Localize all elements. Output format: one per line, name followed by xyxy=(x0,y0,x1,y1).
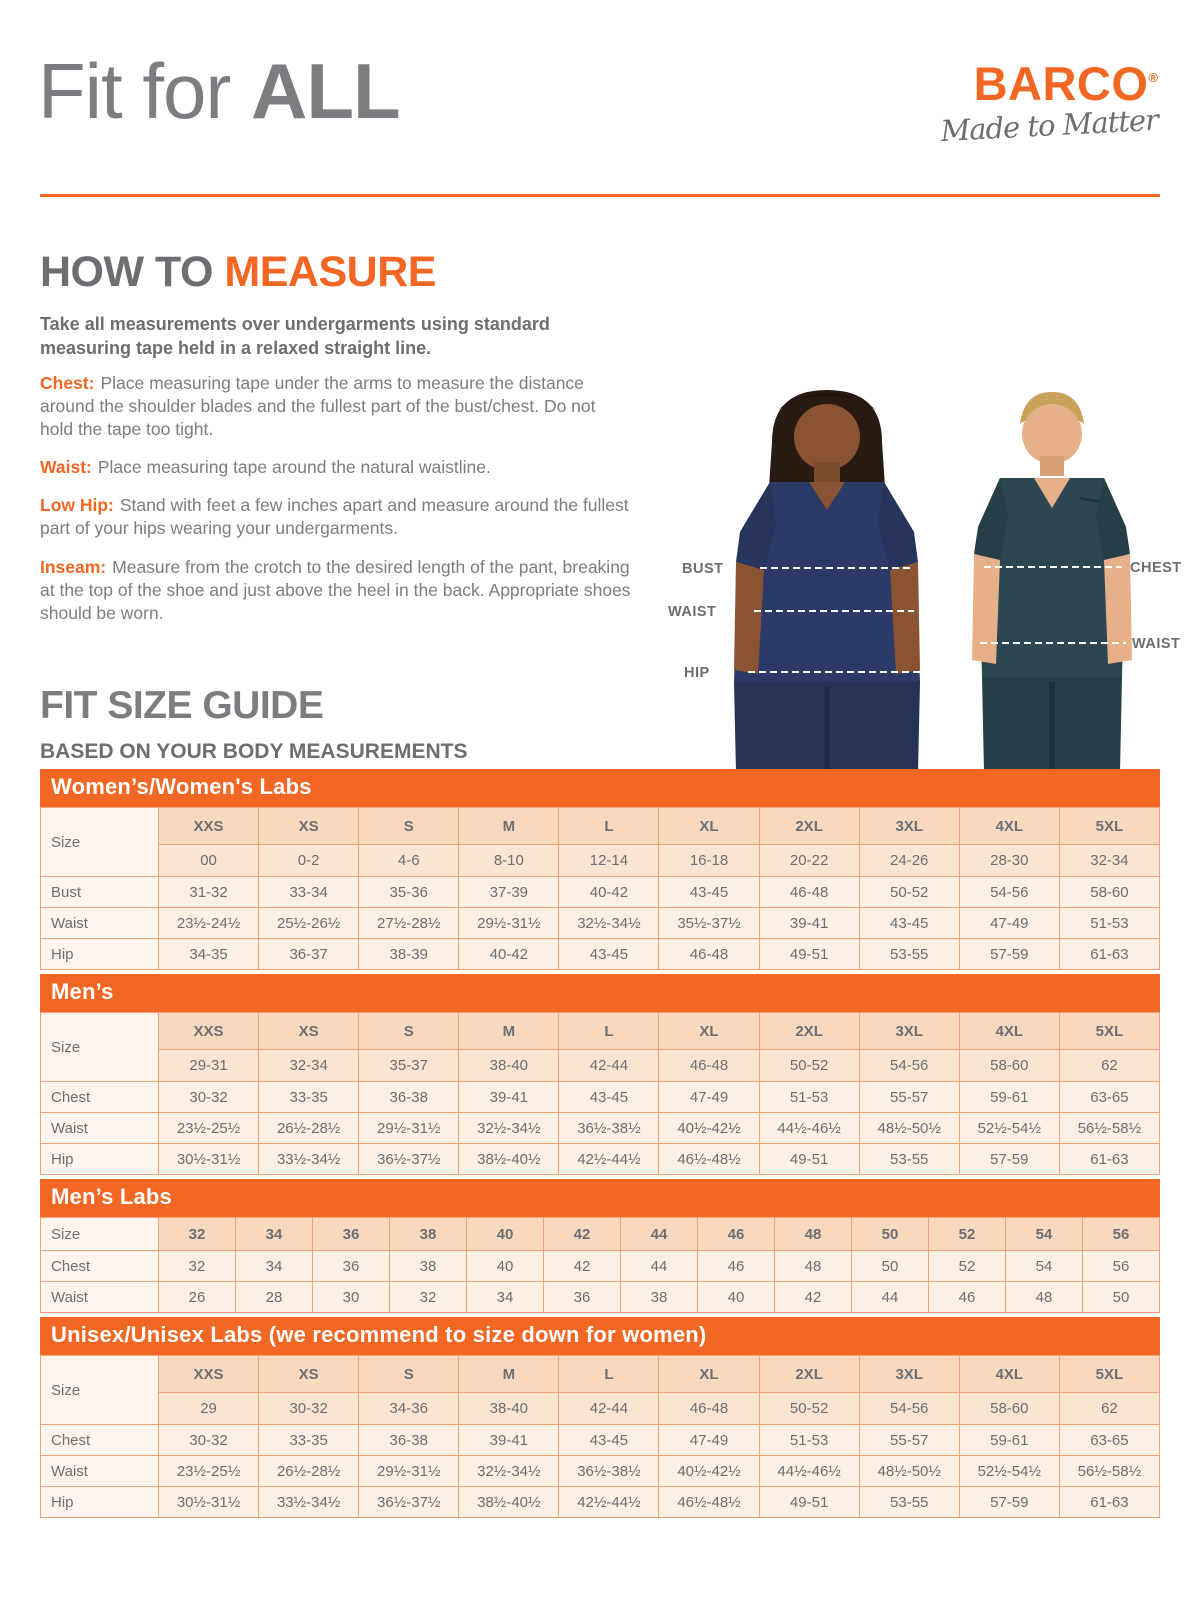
measurement-cell: 25½-26½ xyxy=(259,908,359,939)
measurement-cell: 58-60 xyxy=(1059,877,1159,908)
row-label: Chest xyxy=(41,1425,159,1456)
size-number-header-cell: 62 xyxy=(1059,1393,1159,1425)
bust-label: BUST xyxy=(682,561,724,577)
measure-item xyxy=(40,556,632,625)
measurement-cell: 47-49 xyxy=(659,1425,759,1456)
measurement-cell: 54-56 xyxy=(959,877,1059,908)
measurement-cell: 27½-28½ xyxy=(359,908,459,939)
models-illustration xyxy=(652,382,1182,772)
table-row xyxy=(41,1082,1160,1113)
registered-mark: ® xyxy=(1148,70,1158,85)
page-title xyxy=(38,46,400,137)
row-label: Hip xyxy=(41,1487,159,1518)
measure-item-text: Stand with feet a few inches apart and measure around the fullest part of your hips wearing your undergarments. xyxy=(40,495,629,539)
measurement-cell: 36 xyxy=(544,1282,621,1313)
measurement-cell: 46 xyxy=(698,1251,775,1282)
table-row xyxy=(41,1251,1160,1282)
size-number-header-cell: 36 xyxy=(313,1218,390,1251)
size-number-header-cell: 56 xyxy=(1083,1218,1160,1251)
size-table xyxy=(40,1012,1160,1175)
chest-label: CHEST xyxy=(1130,560,1182,576)
measurement-cell: 23½-25½ xyxy=(159,1113,259,1144)
measurement-cell: 52 xyxy=(929,1251,1006,1282)
measurement-cell: 44 xyxy=(621,1251,698,1282)
measurement-cell: 26½-28½ xyxy=(259,1113,359,1144)
size-number-header-cell: 30-32 xyxy=(259,1393,359,1425)
measurement-cell: 54 xyxy=(1006,1251,1083,1282)
measurement-cell: 47-49 xyxy=(959,908,1059,939)
heading-orange-part: MEASURE xyxy=(224,248,436,296)
table-row xyxy=(41,1425,1160,1456)
fit-size-guide-subheading: BASED ON YOUR BODY MEASUREMENTS xyxy=(40,740,468,763)
measurement-cell: 49-51 xyxy=(759,1487,859,1518)
table-title-banner: Men’s xyxy=(40,974,1160,1012)
size-table xyxy=(40,1217,1160,1313)
measurement-cell: 42½-44½ xyxy=(559,1144,659,1175)
measurement-cell: 32 xyxy=(159,1251,236,1282)
size-name-header-cell: M xyxy=(459,1356,559,1393)
measure-item-label: Chest: xyxy=(40,373,95,393)
size-name-header-cell: 2XL xyxy=(759,1356,859,1393)
size-name-header-cell: S xyxy=(359,808,459,845)
row-label: Hip xyxy=(41,1144,159,1175)
measurement-cell: 49-51 xyxy=(759,1144,859,1175)
size-number-header-cell: 32-34 xyxy=(1059,845,1159,877)
measurement-cell: 48 xyxy=(775,1251,852,1282)
measurement-cell: 56½-58½ xyxy=(1059,1113,1159,1144)
measurement-cell: 47-49 xyxy=(659,1082,759,1113)
measurement-cell: 36½-37½ xyxy=(359,1487,459,1518)
table-row xyxy=(41,1456,1160,1487)
size-name-header-cell: XL xyxy=(659,808,759,845)
measurement-cell: 43-45 xyxy=(659,877,759,908)
size-name-header-cell: 4XL xyxy=(959,1013,1059,1050)
measurement-cell: 23½-24½ xyxy=(159,908,259,939)
row-label: Waist xyxy=(41,908,159,939)
measurement-cell: 34 xyxy=(236,1251,313,1282)
measurement-cell: 57-59 xyxy=(959,1487,1059,1518)
measurement-cell: 30 xyxy=(313,1282,390,1313)
size-name-header-cell: S xyxy=(359,1013,459,1050)
size-name-header-cell: 3XL xyxy=(859,808,959,845)
row-label: Bust xyxy=(41,877,159,908)
size-number-header-cell: 8-10 xyxy=(459,845,559,877)
size-number-header-cell: 46-48 xyxy=(659,1393,759,1425)
table-row xyxy=(41,877,1160,908)
measurement-cell: 30½-31½ xyxy=(159,1487,259,1518)
measurement-cell: 40 xyxy=(698,1282,775,1313)
measure-item-text: Place measuring tape around the natural waistline. xyxy=(97,457,491,478)
measurement-cell: 23½-25½ xyxy=(159,1456,259,1487)
measurement-cell: 26½-28½ xyxy=(259,1456,359,1487)
table-row xyxy=(41,1113,1160,1144)
measurement-cell: 44 xyxy=(852,1282,929,1313)
measurement-cell: 42½-44½ xyxy=(559,1487,659,1518)
measurement-cell: 55-57 xyxy=(859,1425,959,1456)
measurement-cell: 59-61 xyxy=(959,1082,1059,1113)
measurement-cell: 36½-37½ xyxy=(359,1144,459,1175)
measurement-cell: 36-38 xyxy=(359,1425,459,1456)
measure-item-text: Measure from the crotch to the desired length of the pant, breaking at the top of the shoe and just above the heel in the back. Appropriate shoes should be worn. xyxy=(40,556,631,623)
table-row xyxy=(41,1144,1160,1175)
size-number-header-cell: 54-56 xyxy=(859,1393,959,1425)
size-name-header-cell: XS xyxy=(259,1013,359,1050)
measurement-cell: 33-34 xyxy=(259,877,359,908)
measurement-cell: 63-65 xyxy=(1059,1082,1159,1113)
measure-item-label: Inseam: xyxy=(40,556,107,577)
size-number-header-cell: 58-60 xyxy=(959,1050,1059,1082)
size-number-header-cell: 12-14 xyxy=(559,845,659,877)
measurement-cell: 40½-42½ xyxy=(659,1113,759,1144)
measurement-cell: 35½-37½ xyxy=(659,908,759,939)
size-number-header-cell: 48 xyxy=(775,1218,852,1251)
brand-name: BARCO xyxy=(973,57,1149,110)
size-number-header-cell: 32 xyxy=(159,1218,236,1251)
measurement-cell: 38 xyxy=(390,1251,467,1282)
measurement-cell: 34 xyxy=(467,1282,544,1313)
measure-item-label: Low Hip: xyxy=(40,495,114,516)
measure-item xyxy=(40,494,632,540)
size-name-header-cell: XS xyxy=(259,808,359,845)
size-number-header-cell: 16-18 xyxy=(659,845,759,877)
size-number-header-cell: 58-60 xyxy=(959,1393,1059,1425)
header-divider xyxy=(40,194,1160,197)
measurement-cell: 38½-40½ xyxy=(459,1144,559,1175)
size-table-section xyxy=(40,769,1160,970)
measurement-cell: 32 xyxy=(390,1282,467,1313)
measurement-cell: 38 xyxy=(621,1282,698,1313)
measurement-cell: 61-63 xyxy=(1059,1487,1159,1518)
measurement-cell: 43-45 xyxy=(559,1082,659,1113)
measurement-cell: 40½-42½ xyxy=(659,1456,759,1487)
size-guide-tables xyxy=(40,769,1160,1522)
row-label: Chest xyxy=(41,1251,159,1282)
measurement-cell: 52½-54½ xyxy=(959,1113,1059,1144)
size-table-section xyxy=(40,1179,1160,1313)
size-name-header-cell: XL xyxy=(659,1013,759,1050)
size-name-header-cell: 3XL xyxy=(859,1356,959,1393)
table-title-banner: Men’s Labs xyxy=(40,1179,1160,1217)
fit-size-guide-heading: FIT SIZE GUIDE xyxy=(40,684,324,727)
size-number-header-cell: 50-52 xyxy=(759,1393,859,1425)
measurement-cell: 61-63 xyxy=(1059,939,1159,970)
size-number-header-cell: 46 xyxy=(698,1218,775,1251)
measurement-cell: 42 xyxy=(775,1282,852,1313)
size-table xyxy=(40,1355,1160,1518)
size-name-header-cell: XL xyxy=(659,1356,759,1393)
size-number-header-cell: 0-2 xyxy=(259,845,359,877)
measurement-cell: 44½-46½ xyxy=(759,1113,859,1144)
size-number-header-cell: 62 xyxy=(1059,1050,1159,1082)
size-number-header-cell: 34 xyxy=(236,1218,313,1251)
table-row xyxy=(41,1282,1160,1313)
size-number-header-cell: 35-37 xyxy=(359,1050,459,1082)
size-number-header-cell: 42-44 xyxy=(559,1393,659,1425)
size-column-header: Size xyxy=(41,1356,159,1425)
measurement-cell: 37-39 xyxy=(459,877,559,908)
measurement-cell: 36½-38½ xyxy=(559,1113,659,1144)
measurement-cell: 32½-34½ xyxy=(459,1456,559,1487)
heading-gray-part: HOW TO xyxy=(40,248,225,296)
measurement-cell: 36 xyxy=(313,1251,390,1282)
size-number-header-cell: 28-30 xyxy=(959,845,1059,877)
size-column-header: Size xyxy=(41,1218,159,1251)
woman-model xyxy=(734,390,952,772)
measurement-cell: 51-53 xyxy=(1059,908,1159,939)
measurement-cell: 55-57 xyxy=(859,1082,959,1113)
measure-intro: Take all measurements over undergarments using standard measuring tape held in a relaxed straight line. xyxy=(40,314,550,359)
measurement-cell: 29½-31½ xyxy=(359,1456,459,1487)
measurement-cell: 56 xyxy=(1083,1251,1160,1282)
models-photo xyxy=(652,382,1182,772)
size-number-header-cell: 24-26 xyxy=(859,845,959,877)
measurement-cell: 57-59 xyxy=(959,939,1059,970)
size-name-header-cell: L xyxy=(559,1013,659,1050)
measurement-cell: 39-41 xyxy=(459,1082,559,1113)
size-name-header-cell: M xyxy=(459,808,559,845)
how-to-measure-heading xyxy=(40,248,436,297)
measure-item-text: Place measuring tape under the arms to measure the distance around the shoulder blades and the fullest part of the bust/chest. Do not hold the tape too tight. xyxy=(40,373,596,440)
measurement-cell: 57-59 xyxy=(959,1144,1059,1175)
measurement-cell: 33-35 xyxy=(259,1425,359,1456)
measurement-cell: 51-53 xyxy=(759,1425,859,1456)
row-label: Waist xyxy=(41,1113,159,1144)
measurement-cell: 33½-34½ xyxy=(259,1144,359,1175)
measurement-cell: 32½-34½ xyxy=(459,1113,559,1144)
size-number-header-cell: 38-40 xyxy=(459,1393,559,1425)
measurement-cell: 31-32 xyxy=(159,877,259,908)
measurement-cell: 48½-50½ xyxy=(859,1113,959,1144)
measurement-cell: 46-48 xyxy=(759,877,859,908)
measurement-cell: 29½-31½ xyxy=(459,908,559,939)
waist-left-label: WAIST xyxy=(668,604,717,620)
measurement-cell: 36-38 xyxy=(359,1082,459,1113)
measurement-cell: 40-42 xyxy=(559,877,659,908)
measure-item-label: Waist: xyxy=(40,457,92,478)
size-table xyxy=(40,807,1160,970)
size-name-header-cell: XS xyxy=(259,1356,359,1393)
size-name-header-cell: L xyxy=(559,1356,659,1393)
brand-logo xyxy=(918,57,1159,149)
measurement-cell: 33-35 xyxy=(259,1082,359,1113)
table-title-banner: Women’s/Women's Labs xyxy=(40,769,1160,807)
size-name-header-cell: XXS xyxy=(159,808,259,845)
measurement-cell: 30-32 xyxy=(159,1425,259,1456)
measurement-cell: 50-52 xyxy=(859,877,959,908)
measurement-cell: 48 xyxy=(1006,1282,1083,1313)
size-number-header-cell: 4-6 xyxy=(359,845,459,877)
size-number-header-cell: 50 xyxy=(852,1218,929,1251)
measurement-cell: 30-32 xyxy=(159,1082,259,1113)
measurement-cell: 44½-46½ xyxy=(759,1456,859,1487)
size-column-header: Size xyxy=(41,1013,159,1082)
row-label: Waist xyxy=(41,1282,159,1313)
size-number-header-cell: 50-52 xyxy=(759,1050,859,1082)
size-number-header-cell: 29-31 xyxy=(159,1050,259,1082)
table-row xyxy=(41,908,1160,939)
size-name-header-cell: 2XL xyxy=(759,808,859,845)
measurement-cell: 53-55 xyxy=(859,939,959,970)
measurement-cell: 29½-31½ xyxy=(359,1113,459,1144)
measurement-cell: 28 xyxy=(236,1282,313,1313)
measurement-cell: 38-39 xyxy=(359,939,459,970)
man-model xyxy=(972,392,1132,772)
size-name-header-cell: 5XL xyxy=(1059,1013,1159,1050)
size-name-header-cell: S xyxy=(359,1356,459,1393)
size-number-header-cell: 54-56 xyxy=(859,1050,959,1082)
size-number-header-cell: 20-22 xyxy=(759,845,859,877)
page-title-regular: Fit for xyxy=(38,47,252,135)
measurement-cell: 46 xyxy=(929,1282,1006,1313)
hip-label: HIP xyxy=(684,665,710,681)
size-number-header-cell: 54 xyxy=(1006,1218,1083,1251)
size-number-header-cell: 00 xyxy=(159,845,259,877)
brand-tagline: Made to Matter xyxy=(939,102,1159,149)
measurement-cell: 32½-34½ xyxy=(559,908,659,939)
measurement-cell: 34-35 xyxy=(159,939,259,970)
measurement-cell: 40-42 xyxy=(459,939,559,970)
size-table-section xyxy=(40,974,1160,1175)
page-title-bold: ALL xyxy=(251,47,400,135)
row-label: Hip xyxy=(41,939,159,970)
size-number-header-cell: 40 xyxy=(467,1218,544,1251)
measurement-cell: 39-41 xyxy=(459,1425,559,1456)
size-name-header-cell: 3XL xyxy=(859,1013,959,1050)
table-row xyxy=(41,939,1160,970)
size-number-header-cell: 38-40 xyxy=(459,1050,559,1082)
measure-item xyxy=(40,372,632,441)
measurement-cell: 36½-38½ xyxy=(559,1456,659,1487)
measurement-cell: 49-51 xyxy=(759,939,859,970)
measurement-cell: 53-55 xyxy=(859,1487,959,1518)
measurement-cell: 26 xyxy=(159,1282,236,1313)
size-number-header-cell: 52 xyxy=(929,1218,1006,1251)
measurement-cell: 35-36 xyxy=(359,877,459,908)
row-label: Waist xyxy=(41,1456,159,1487)
size-name-header-cell: 4XL xyxy=(959,1356,1059,1393)
measurement-cell: 50 xyxy=(852,1251,929,1282)
size-table-section xyxy=(40,1317,1160,1518)
size-name-header-cell: XXS xyxy=(159,1013,259,1050)
size-number-header-cell: 42 xyxy=(544,1218,621,1251)
size-name-header-cell: 2XL xyxy=(759,1013,859,1050)
measurement-cell: 63-65 xyxy=(1059,1425,1159,1456)
measure-items xyxy=(40,372,632,640)
size-number-header-cell: 44 xyxy=(621,1218,698,1251)
size-name-header-cell: XXS xyxy=(159,1356,259,1393)
size-name-header-cell: 5XL xyxy=(1059,1356,1159,1393)
measurement-cell: 48½-50½ xyxy=(859,1456,959,1487)
measurement-cell: 61-63 xyxy=(1059,1144,1159,1175)
size-number-header-cell: 38 xyxy=(390,1218,467,1251)
measurement-cell: 51-53 xyxy=(759,1082,859,1113)
table-title-banner: Unisex/Unisex Labs (we recommend to size down for women) xyxy=(40,1317,1160,1355)
row-label: Chest xyxy=(41,1082,159,1113)
table-row xyxy=(41,1487,1160,1518)
measurement-cell: 46-48 xyxy=(659,939,759,970)
measurement-cell: 56½-58½ xyxy=(1059,1456,1159,1487)
brand-logo-wordmark xyxy=(918,57,1158,110)
measurement-cell: 59-61 xyxy=(959,1425,1059,1456)
measurement-cell: 43-45 xyxy=(559,939,659,970)
size-name-header-cell: M xyxy=(459,1013,559,1050)
measurement-cell: 53-55 xyxy=(859,1144,959,1175)
size-number-header-cell: 42-44 xyxy=(559,1050,659,1082)
size-name-header-cell: 4XL xyxy=(959,808,1059,845)
size-name-header-cell: 5XL xyxy=(1059,808,1159,845)
measurement-cell: 43-45 xyxy=(859,908,959,939)
size-number-header-cell: 29 xyxy=(159,1393,259,1425)
measurement-cell: 43-45 xyxy=(559,1425,659,1456)
measurement-cell: 39-41 xyxy=(759,908,859,939)
measurement-cell: 30½-31½ xyxy=(159,1144,259,1175)
size-column-header: Size xyxy=(41,808,159,877)
size-name-header-cell: L xyxy=(559,808,659,845)
measurement-cell: 50 xyxy=(1083,1282,1160,1313)
measurement-cell: 40 xyxy=(467,1251,544,1282)
size-number-header-cell: 32-34 xyxy=(259,1050,359,1082)
measurement-cell: 42 xyxy=(544,1251,621,1282)
measurement-cell: 38½-40½ xyxy=(459,1487,559,1518)
measurement-cell: 36-37 xyxy=(259,939,359,970)
size-number-header-cell: 46-48 xyxy=(659,1050,759,1082)
measure-item xyxy=(40,456,632,479)
waist-right-label: WAIST xyxy=(1132,636,1181,652)
measurement-cell: 52½-54½ xyxy=(959,1456,1059,1487)
size-number-header-cell: 34-36 xyxy=(359,1393,459,1425)
measurement-cell: 46½-48½ xyxy=(659,1144,759,1175)
measurement-cell: 46½-48½ xyxy=(659,1487,759,1518)
measurement-cell: 33½-34½ xyxy=(259,1487,359,1518)
